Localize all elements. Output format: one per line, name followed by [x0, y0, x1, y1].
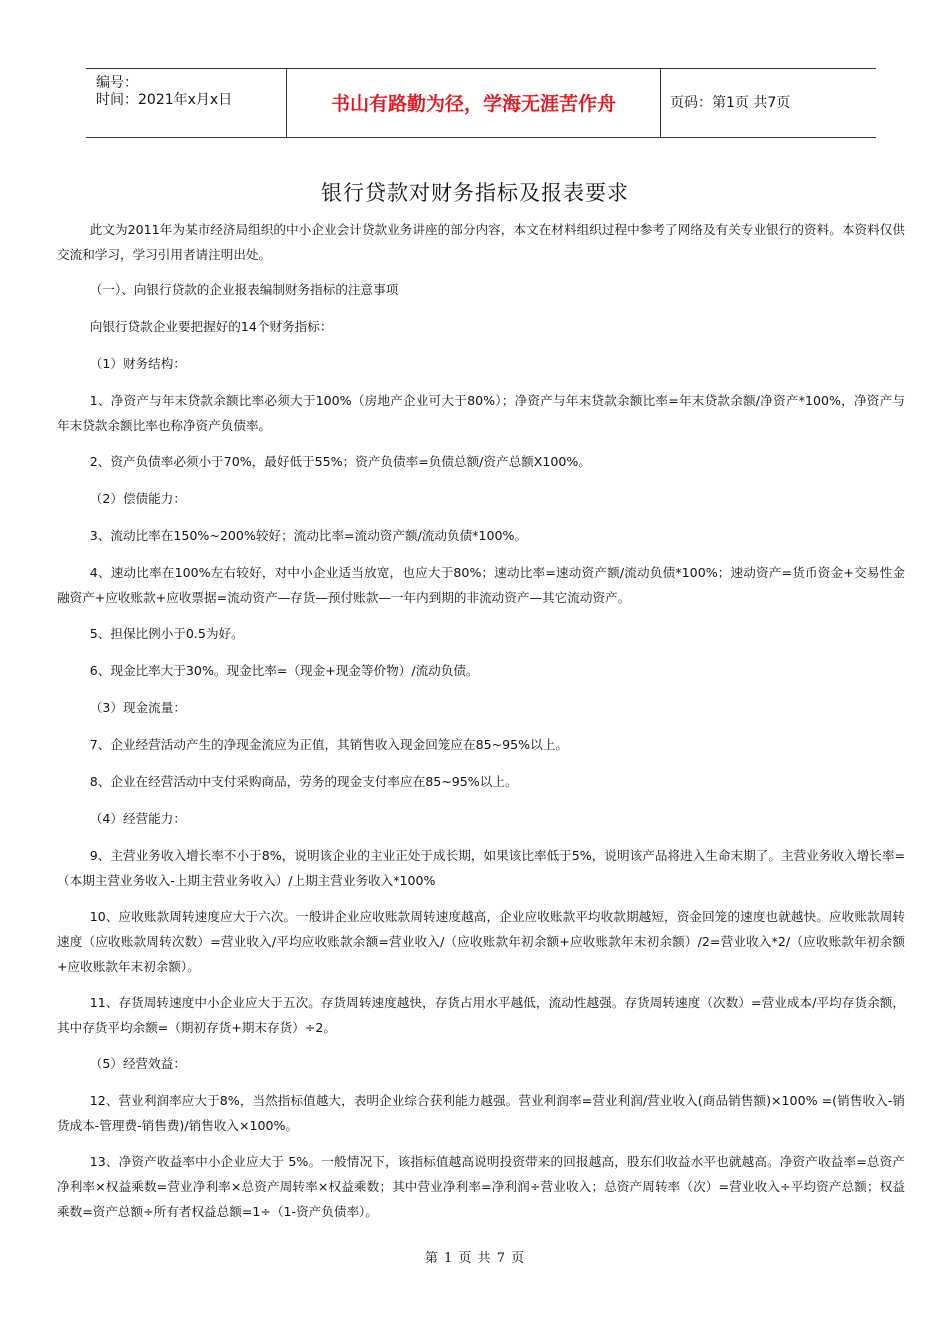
indicator-item: 3、流动比率在150%~200%较好；流动比率=流动资产额/流动负债*100%。: [89, 528, 528, 543]
indicator-item: 10、应收账款周转速度应大于六次。一般讲企业应收账款周转速度越高，企业应收账款平均收款期越短，资金回笼的速度也就越快。应收账款周转速度（应收账款周转次数）=营业收入/平均应收账款余额=营业收入/（应收账款年初余额+应收账款年末初余额）/2=营业收入*2/（应收账款年初余额+应收账款年末初余额）。: [57, 909, 905, 974]
header-motto: 书山有路勤为径，学海无涯苦作舟: [330, 93, 616, 115]
indicator-item: 1、净资产与年末贷款余额比率必须大于100%（房地产企业可大于80%）；净资产与年末贷款余额比率=年末贷款余额/净资产*100%，净资产与年末贷款余额比率也称净资产负债率。: [57, 393, 905, 433]
document-date-label: 时间：2021年x月x日: [96, 92, 233, 108]
body-paragraph: 向银行贷款企业要把握好的14个财务指标：: [89, 319, 333, 334]
subsection-heading: （1）财务结构：: [89, 356, 186, 371]
header-page-cell: [660, 69, 876, 137]
indicator-item: 5、担保比例小于0.5为好。: [89, 626, 244, 641]
indicator-item: 9、主营业务收入增长率不小于8%，说明该企业的主业正处于成长期，如果该比率低于5%，说明该产品将进入生命末期了。主营业务收入增长率=（本期主营业务收入-上期主营业务收入）/上期主营业务收入*100%: [57, 848, 905, 888]
section-heading: （一）、向银行贷款的企业报表编制财务指标的注意事项: [89, 282, 399, 297]
subsection-heading: （4）经营能力：: [89, 811, 186, 826]
indicator-item: 2、资产负债率必须小于70%，最好低于55%；资产负债率=负债总额/资产总额X100%。: [89, 454, 591, 469]
page-footer: 第 1 页 共 7 页: [424, 1251, 526, 1266]
indicator-item: 8、企业在经营活动中支付采购商品，劳务的现金支付率应在85~95%以上。: [89, 774, 518, 789]
subsection-heading: （5）经营效益：: [89, 1056, 186, 1071]
document-body: [57, 217, 905, 1224]
indicator-item: 4、速动比率在100%左右较好，对中小企业适当放宽，也应大于80%；速动比率=速动资产额/流动负债*100%；速动资产=货币资金+交易性金融资产+应收账款+应收票据=流动资产—存货—预付账款—一年内到期的非流动资产—其它流动资产。: [57, 565, 905, 605]
indicator-item: 7、企业经营活动产生的净现金流应为正值，其销售收入现金回笼应在85~95%以上。: [89, 737, 568, 752]
document-title: 银行贷款对财务指标及报表要求: [321, 181, 629, 205]
page-header: [86, 68, 876, 138]
subsection-heading: （2）偿债能力：: [89, 491, 186, 506]
indicator-item: 12、营业利润率应大于8%，当然指标值越大，表明企业综合获利能力越强。营业利润率=营业利润/营业收入(商品销售额)×100% =(销售收入-销货成本-管理费-销售费)/销售收入×100%。: [57, 1093, 905, 1133]
header-info-cell: [86, 69, 286, 137]
indicator-item: 13、净资产收益率中小企业应大于 5%。一般情况下，该指标值越高说明投资带来的回报越高，股东们收益水平也就越高。净资产收益率=总资产净利率×权益乘数=营业净利率×总资产周转率×权益乘数；其中营业净利率=净利润÷营业收入；总资产周转率（次）=营业收入÷平均资产总额；权益乘数=资产总额÷所有者权益总额=1÷（1-资产负债率）。: [57, 1154, 905, 1219]
subsection-heading: （3）现金流量：: [89, 700, 186, 715]
header-page-number: 页码：第1页 共7页: [670, 95, 791, 111]
intro-paragraph: 此文为2011年为某市经济局组织的中小企业会计贷款业务讲座的部分内容，本文在材料组织过程中参考了网络及有关专业银行的资料。本资料仅供交流和学习，学习引用者请注明出处。: [57, 222, 905, 262]
header-motto-cell: [286, 69, 661, 137]
document-number-label: 编号：: [96, 75, 138, 91]
indicator-item: 11、存货周转速度中小企业应大于五次。存货周转速度越快，存货占用水平越低，流动性越强。存货周转速度（次数）=营业成本/平均存货余额，其中存货平均余额=（期初存货+期末存货）÷2。: [57, 995, 905, 1035]
indicator-item: 6、现金比率大于30%。现金比率=（现金+现金等价物）/流动负债。: [89, 663, 479, 678]
